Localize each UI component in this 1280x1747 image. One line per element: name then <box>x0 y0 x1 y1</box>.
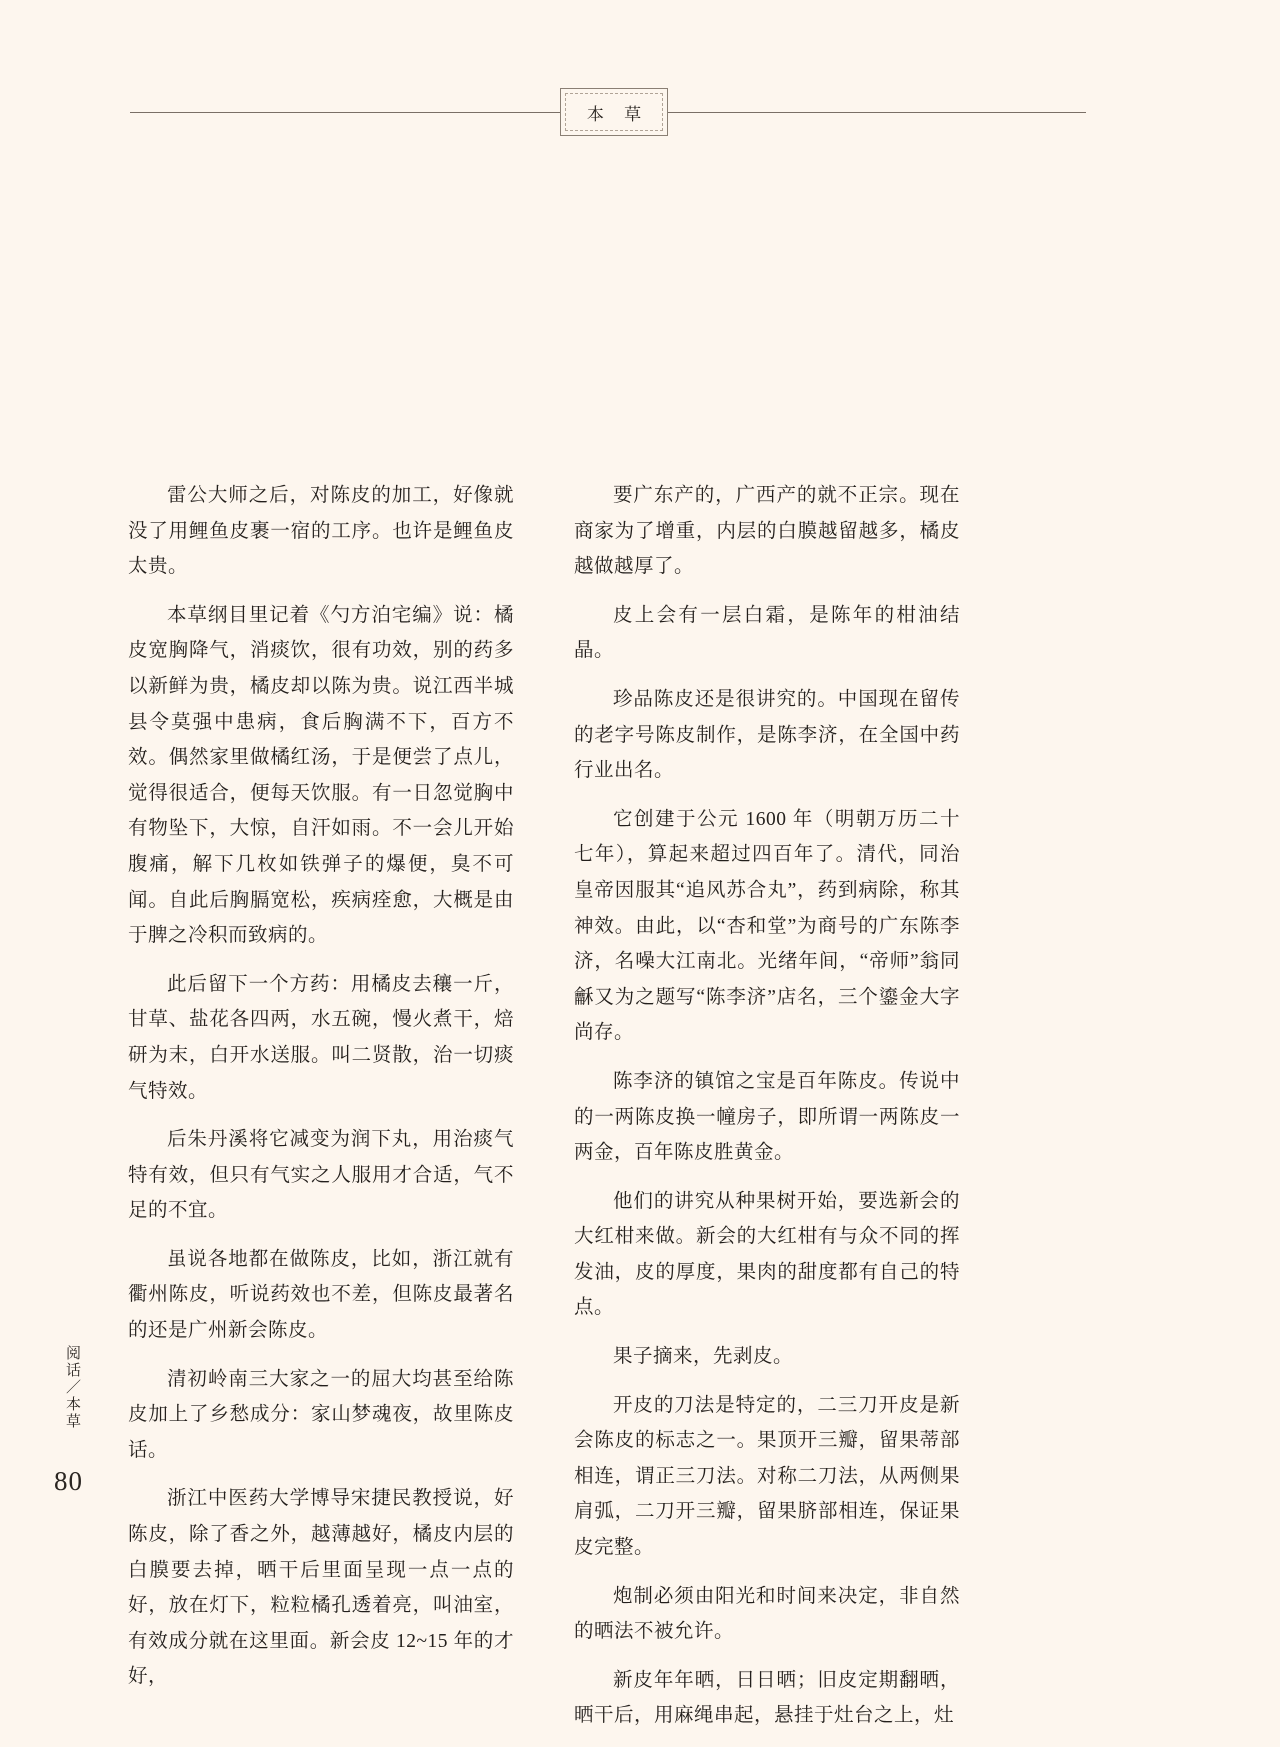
text-column-right <box>574 478 960 1747</box>
paragraph: 陈李济的镇馆之宝是百年陈皮。传说中的一两陈皮换一幢房子，即所谓一两陈皮一两金，百年陈皮胜黄金。 <box>574 1070 960 1164</box>
header-rule-right <box>668 112 1086 113</box>
text-column-left <box>128 478 514 1747</box>
paragraph: 新皮年年晒，日日晒；旧皮定期翻晒，晒干后，用麻绳串起，悬挂于灶台之上，灶 <box>574 1669 960 1727</box>
page-header <box>0 88 1280 138</box>
paragraph: 开皮的刀法是特定的，二三刀开皮是新会陈皮的标志之一。果顶开三瓣，留果蒂部相连，谓正三刀法。对称二刀法，从两侧果肩弧，二刀开三瓣，留果脐部相连，保证果皮完整。 <box>574 1394 960 1559</box>
paragraph: 珍品陈皮还是很讲究的。中国现在留传的老字号陈皮制作，是陈李济，在全国中药行业出名。 <box>574 688 960 782</box>
paragraph: 虽说各地都在做陈皮，比如，浙江就有衢州陈皮，听说药效也不差，但陈皮最著名的还是广州新会陈皮。 <box>128 1248 514 1342</box>
paragraph: 清初岭南三大家之一的屈大均甚至给陈皮加上了乡愁成分：家山梦魂夜，故里陈皮话。 <box>128 1368 514 1461</box>
page-title: 本 草 <box>586 104 650 124</box>
paragraph: 它创建于公元 1600 年（明朝万历二十七年），算起来超过四百年了。清代，同治皇帝因服其“追风苏合丸”，药到病除，称其神效。由此，以“杏和堂”为商号的广东陈李济，名噪大江南北。光绪年间，“帝师”翁同龢又为之题写“陈李济”店名，三个鎏金大字尚存。 <box>574 808 960 1044</box>
paragraph: 要广东产的，广西产的就不正宗。现在商家为了增重，内层的白膜越留越多，橘皮越做越厚了。 <box>574 485 960 578</box>
paragraph: 后朱丹溪将它减变为润下丸，用治痰气特有效，但只有气实之人服用才合适，气不足的不宜。 <box>128 1129 514 1222</box>
header-rule-left <box>130 112 560 113</box>
page-number: 80 <box>54 1466 83 1496</box>
paragraph: 此后留下一个方药：用橘皮去穰一斤，甘草、盐花各四两，水五碗，慢火煮干，焙研为末，白开水送服。叫二贤散，治一切痰气特效。 <box>128 973 514 1102</box>
paragraph: 雷公大师之后，对陈皮的加工，好像就没了用鲤鱼皮裹一宿的工序。也许是鲤鱼皮太贵。 <box>128 485 514 578</box>
header-title-badge <box>560 88 668 136</box>
paragraph: 浙江中医药大学博导宋捷民教授说，好陈皮，除了香之外，越薄越好，橘皮内层的白膜要去掉，晒干后里面呈现一点一点的好，放在灯下，粒粒橘孔透着亮，叫油室，有效成分就在这里面。新会皮 12~15 年的才好， <box>128 1488 514 1688</box>
paragraph: 果子摘来，先剥皮。 <box>613 1346 794 1368</box>
paragraph: 炮制必须由阳光和时间来决定，非自然的晒法不被允许。 <box>574 1585 960 1643</box>
body-columns <box>128 478 960 1747</box>
running-section-label: 阅话／本草 <box>64 1345 80 1430</box>
paragraph: 本草纲目里记着《勺方泊宅编》说：橘皮宽胸降气，消痰饮，很有功效，别的药多以新鲜为贵，橘皮却以陈为贵。说江西半城县令莫强中患病，食后胸满不下，百方不效。偶然家里做橘红汤，于是便尝了点儿，觉得很适合，便每天饮服。有一日忽觉胸中有物坠下，大惊，自汗如雨。不一会儿开始腹痛，解下几枚如铁弹子的爆便，臭不可闻。自此后胸膈宽松，疾病痊愈，大概是由于脾之冷积而致病的。 <box>128 604 514 947</box>
paragraph: 皮上会有一层白霜，是陈年的柑油结晶。 <box>574 604 960 662</box>
paragraph: 他们的讲究从种果树开始，要选新会的大红柑来做。新会的大红柑有与众不同的挥发油，皮的厚度，果肉的甜度都有自己的特点。 <box>574 1190 960 1319</box>
